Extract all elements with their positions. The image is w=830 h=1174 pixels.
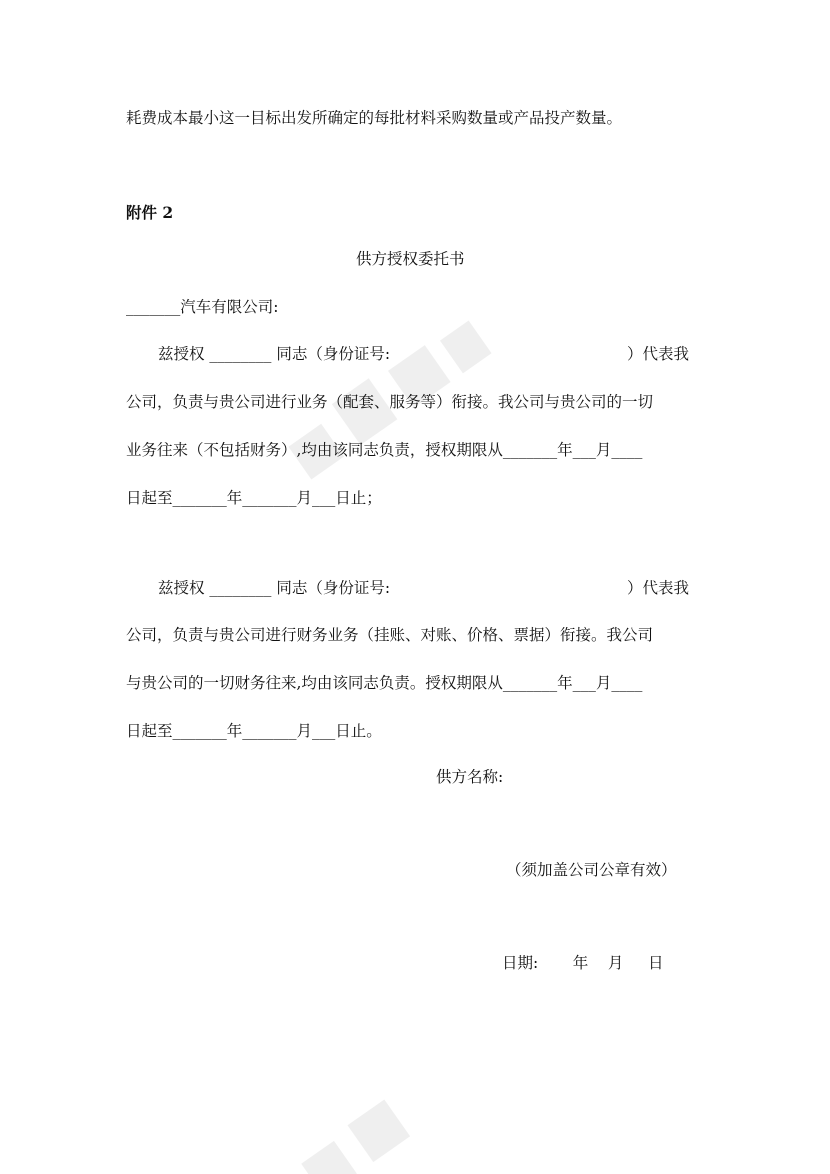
para2-line3: 与贵公司的一切财务往来,均由该同志负责。授权期限从_______年___月____ xyxy=(126,674,643,692)
intro-text-line: 耗费成本最小这一目标出发所确定的每批材料采购数量或产品投产数量。 xyxy=(126,109,623,127)
para2-line4: 日起至_______年_______月___日止。 xyxy=(126,722,382,740)
para1-line1-a: 兹授权 ________ 同志（身份证号: xyxy=(158,345,391,363)
para1-line3: 业务往来（不包括财务）,均由该同志负责，授权期限从_______年___月____ xyxy=(126,441,643,459)
watermark-graphic-bottom xyxy=(270,1060,470,1174)
attachment-label: 附件 2 xyxy=(126,203,174,222)
para1-line2: 公司，负责与贵公司进行业务（配套、服务等）衔接。我公司与贵公司的一切 xyxy=(126,393,654,411)
para1-line4: 日起至_______年_______月___日止； xyxy=(126,489,382,507)
para2-line2: 公司，负责与贵公司进行财务业务（挂账、对账、价格、票据）衔接。我公司 xyxy=(126,626,654,644)
recipient-line: _______汽车有限公司: xyxy=(126,298,279,316)
para1-line1-b: ）代表我 xyxy=(627,345,690,363)
document-title: 供方授权委托书 xyxy=(356,250,465,268)
supplier-name-label: 供方名称: xyxy=(436,768,504,786)
date-line: 日期: 年 月 日 xyxy=(502,954,664,972)
para2-line1-a: 兹授权 ________ 同志（身份证号: xyxy=(158,579,391,597)
para2-line1-b: ）代表我 xyxy=(627,579,690,597)
seal-note: （须加盖公司公章有效） xyxy=(506,861,677,879)
